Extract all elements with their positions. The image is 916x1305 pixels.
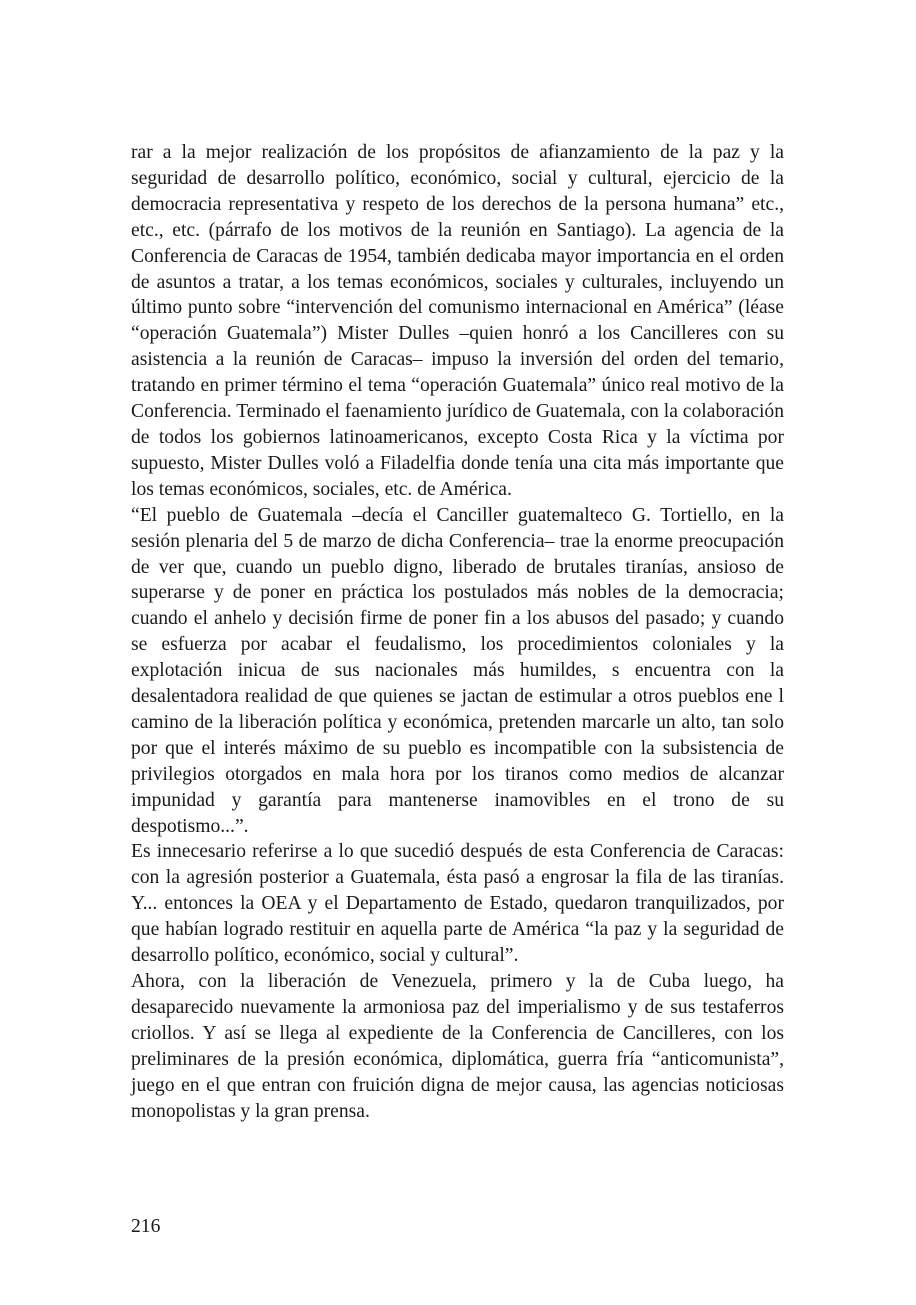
page-number: 216 — [131, 1216, 161, 1237]
paragraph: Es innecesario referirse a lo que sucedió después de esta Conferencia de Caracas: con la agresión posterior a Guatemala, ésta pasó a engrosar la fila de las tiranías. Y... entonces la OEA y el Departamento de Estado, quedaron tranquilizados, por que habían logrado restituir en aquella parte de América “la paz y la seguridad de desarrollo político, económico, social y cultural”. — [131, 841, 784, 967]
paragraph: Ahora, con la liberación de Venezuela, primero y la de Cuba luego, ha desaparecido nuevamente la armoniosa paz del imperialismo y de sus testaferros criollos. Y así se llega al expediente de la Conferencia de Cancilleres, con los preliminares de la presión económica, diplomática, guerra fría “anticomunista”, juego en el que entran con fruición digna de mejor causa, las agencias noticiosas monopolistas y la gran prensa. — [131, 971, 784, 1122]
paragraph: rar a la mejor realización de los propósitos de afianzamiento de la paz y la seguridad de desarrollo político, económico, social y cultural, ejercicio de la democracia representativa y respeto de los derechos de la persona humana” etc., etc., etc. (párrafo de los motivos de la reunión en Santiago). La agencia de la Conferencia de Caracas de 1954, también dedicaba mayor importancia en el orden de asuntos a tratar, a los temas económicos, sociales y culturales, incluyendo un último punto sobre “intervención del comunismo internacional en América” (léase “operación Guatemala”) Mister Dulles –quien honró a los Cancilleres con su asistencia a la reunión de Caracas– impuso la inversión del orden del temario, tratando en primer término el tema “operación Guatemala” único real motivo de la Conferencia. Terminado el faenamiento jurídico de Guatemala, con la colaboración de todos los gobiernos latinoamericanos, excepto Costa Rica y la víctima por supuesto, Mister Dulles voló a Filadelfia donde tenía una cita más importante que los temas económicos, sociales, etc. de América. — [131, 142, 784, 500]
body-text — [131, 140, 784, 1124]
paragraph: “El pueblo de Guatemala –decía el Canciller guatemalteco G. Tortiello, en la sesión plenaria del 5 de marzo de dicha Conferencia– trae la enorme preocupación de ver que, cuando un pueblo digno, liberado de brutales tiranías, ansioso de superarse y de poner en práctica los postulados más nobles de la democracia; cuando el anhelo y decisión firme de poner fin a los abusos del pasado; y cuando se esfuerza por acabar el feudalismo, los procedimientos coloniales y la explotación inicua de sus nacionales más humildes, s encuentra con la desalentadora realidad de que quienes se jactan de estimular a otros pueblos ene l camino de la liberación política y económica, pretenden marcarle un alto, tan solo por que el interés máximo de su pueblo es incompatible con la subsistencia de privilegios otorgados en mala hora por los tiranos como medios de alcanzar impunidad y garantía para mantenerse inamovibles en el trono de su despotismo...”. — [131, 504, 784, 837]
